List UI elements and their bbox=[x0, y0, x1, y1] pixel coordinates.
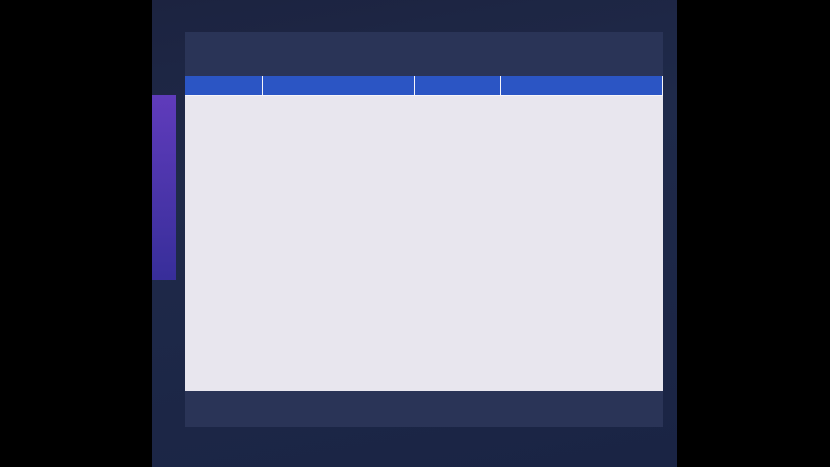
table-header-row bbox=[185, 76, 663, 96]
status-table bbox=[185, 76, 663, 391]
header-state-1 bbox=[185, 76, 263, 96]
header-status-1 bbox=[263, 76, 415, 96]
header-status-2 bbox=[501, 76, 663, 96]
header-state-2 bbox=[415, 76, 501, 96]
side-light bbox=[152, 95, 176, 280]
slide bbox=[185, 32, 663, 427]
